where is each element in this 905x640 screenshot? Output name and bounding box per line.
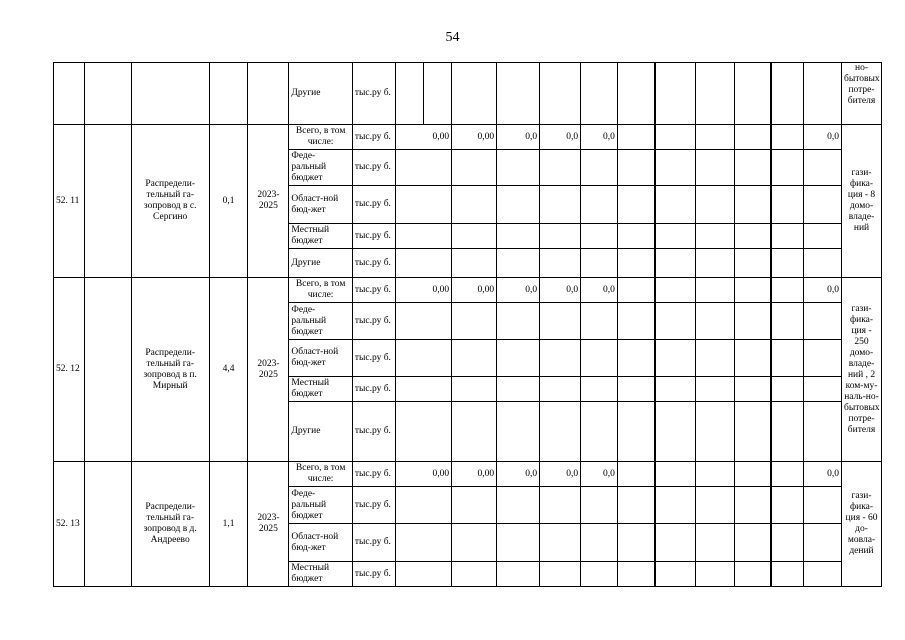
table-row	[54, 63, 882, 125]
project-name: Распредели-тельный га-зопровод в п. Мирный	[131, 278, 209, 462]
value-cell: 0,0	[540, 125, 581, 150]
note-cell: гази-фика-ция - 250 домо-владе-ний , 2 ком-му-наль-но-бытовых потре-бителя	[842, 278, 882, 462]
unit-cell: тыс.ру б.	[352, 462, 395, 487]
value-cell: 0,00	[452, 125, 497, 150]
project-name: Распредели-тельный га-зопровод в с. Сергино	[131, 125, 209, 278]
row-number: 52. 12	[54, 278, 85, 462]
source-cell: Другие	[289, 249, 352, 278]
value-cell: 0,00	[395, 278, 451, 303]
page-number: 54	[445, 30, 460, 45]
unit-cell: тыс.ру б.	[352, 377, 395, 402]
unit-cell: тыс.ру б.	[352, 278, 395, 303]
unit-cell: тыс.ру б.	[352, 303, 395, 340]
unit-cell: тыс.ру б.	[352, 340, 395, 377]
note-cell: гази-фика-ция - 60 до-мовла-дений	[842, 462, 882, 587]
value-cell: 0,0	[540, 462, 581, 487]
source-cell: Феде-ральный бюджет	[289, 150, 352, 186]
project-years: 2023-2025	[248, 125, 289, 278]
project-length: 1,1	[209, 462, 248, 587]
value-cell: 0,0	[581, 125, 618, 150]
value-cell: 0,0	[804, 125, 842, 150]
financing-table	[53, 62, 882, 587]
source-cell: Област-ной бюд-жет	[289, 340, 352, 377]
source-cell: Другие	[289, 402, 352, 462]
cell-length	[209, 63, 248, 125]
table-row	[54, 125, 882, 150]
source-cell: Местный бюджет	[289, 224, 352, 249]
project-length: 0,1	[209, 125, 248, 278]
project-name: Распредели-тельный га-зопровод в д. Андреево	[131, 462, 209, 587]
source-cell: Област-ной бюд-жет	[289, 524, 352, 562]
row-number: 52. 11	[54, 125, 85, 278]
source-cell: Всего, в том числе:	[289, 278, 352, 303]
unit-cell: тыс.ру б.	[352, 562, 395, 587]
unit-cell: тыс.ру б.	[352, 524, 395, 562]
value-cell: 0,0	[540, 278, 581, 303]
value-cell: 0,00	[395, 125, 451, 150]
source-cell: Местный бюджет	[289, 562, 352, 587]
project-years: 2023-2025	[248, 462, 289, 587]
value-cell: 0,0	[804, 278, 842, 303]
unit-cell: тыс.ру б.	[352, 186, 395, 224]
source-cell: Феде-ральный бюджет	[289, 487, 352, 524]
value-cell: 0,0	[804, 462, 842, 487]
cell-empty	[84, 63, 131, 125]
table-row	[54, 462, 882, 487]
unit-cell: тыс.ру б.	[352, 63, 395, 125]
value-cell: 0,0	[497, 278, 540, 303]
unit-cell: тыс.ру б.	[352, 487, 395, 524]
row-number: 52. 13	[54, 462, 85, 587]
unit-cell: тыс.ру б.	[352, 249, 395, 278]
source-cell: Област-ной бюд-жет	[289, 186, 352, 224]
source-cell: Другие	[289, 63, 352, 125]
source-cell: Всего, в том числе:	[289, 462, 352, 487]
note-cell: гази-фика-ция - 8 домо-владе-ний	[842, 125, 882, 278]
source-cell: Всего, в том числе:	[289, 125, 352, 150]
value-cell: 0,0	[497, 462, 540, 487]
unit-cell: тыс.ру б.	[352, 125, 395, 150]
unit-cell: тыс.ру б.	[352, 150, 395, 186]
cell-name	[131, 63, 209, 125]
value-cell: 0,00	[452, 462, 497, 487]
source-cell: Местный бюджет	[289, 377, 352, 402]
project-length: 4,4	[209, 278, 248, 462]
value-cell: 0,0	[497, 125, 540, 150]
source-cell: Феде-ральный бюджет	[289, 303, 352, 340]
cell-years	[248, 63, 289, 125]
project-years: 2023-2025	[248, 278, 289, 462]
value-cell: 0,00	[452, 278, 497, 303]
unit-cell: тыс.ру б.	[352, 402, 395, 462]
value-cell: 0,0	[581, 462, 618, 487]
unit-cell: тыс.ру б.	[352, 224, 395, 249]
note-cell: но-бытовых потре-бителя	[842, 63, 882, 125]
value-cell: 0,0	[581, 278, 618, 303]
value-cell: 0,00	[395, 462, 451, 487]
table-row	[54, 278, 882, 303]
cell-num	[54, 63, 85, 125]
